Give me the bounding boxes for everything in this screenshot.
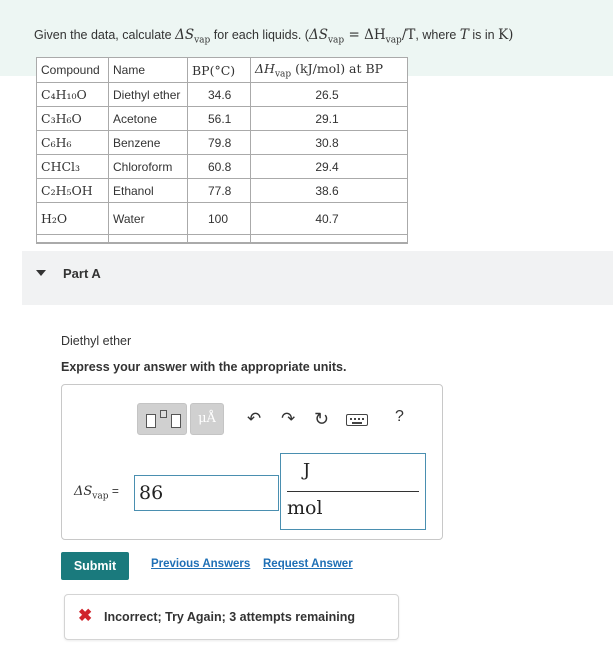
compound-formula: CHCl₃ [37,155,109,179]
question-delta-s: $\Delta S_{vap}$ [175,27,211,46]
compound-name: Ethanol [109,179,188,203]
question-suffix: , where [415,28,457,42]
question-prefix: Given the data, calculate [34,28,172,42]
enthalpy-vap: 29.4 [251,155,408,179]
compound-formula: H₂O [37,203,109,235]
table-footer-spacer [37,235,408,243]
compound-name: Benzene [109,131,188,155]
boiling-point: 56.1 [188,107,251,131]
previous-answers-link[interactable]: Previous Answers [151,558,251,570]
boiling-point: 34.6 [188,83,251,107]
table-row [37,107,408,131]
header-bp: BP(°C) [188,58,251,83]
header-compound: Compound [37,58,109,83]
compound-formula: C₆H₆ [37,131,109,155]
boiling-point: 60.8 [188,155,251,179]
question-k-unit: K) [498,27,514,43]
compound-name: Chloroform [109,155,188,179]
item-name: Diethyl ether [61,334,132,348]
header-name: Name [109,58,188,83]
template-square-icon [160,410,167,418]
table-row [37,131,408,155]
table-row [37,83,408,107]
enthalpy-vap: 26.5 [251,83,408,107]
question-formula: $\Delta S_{vap} = \Delta H_{vap}/T$ [308,27,416,46]
compound-formula: C₃H₆O [37,107,109,131]
help-icon[interactable]: ? [395,408,404,425]
question-middle: for each liquids. ( [213,28,309,42]
answer-value-input[interactable] [134,475,279,511]
enthalpy-vap: 29.1 [251,107,408,131]
units-button[interactable]: μÅ [190,403,224,435]
header-dh: $\Delta H_{vap}$ (kJ/mol) at BP [251,58,408,83]
incorrect-x-icon: ✖ [78,606,93,625]
template-square-icon [146,414,156,428]
enthalpy-vap: 38.6 [251,179,408,203]
answer-units-field[interactable] [280,453,426,530]
unit-numerator: J [303,460,311,481]
fraction-bar [287,491,419,492]
keyboard-icon[interactable] [346,414,368,426]
enthalpy-vap: 40.7 [251,203,408,235]
part-a-label[interactable]: Part A [63,266,101,281]
compound-formula: C₄H₁₀O [37,83,109,107]
template-square-icon [171,414,181,428]
submit-button[interactable]: Submit [61,552,129,580]
part-a-header[interactable] [22,251,613,305]
collapse-triangle-icon[interactable] [36,270,46,276]
unit-denominator: mol [287,497,323,519]
enthalpy-vap: 30.8 [251,131,408,155]
compound-formula: C₂H₅OH [37,179,109,203]
question-end: is in [472,28,495,42]
feedback-message: Incorrect; Try Again; 3 attempts remaining [104,610,355,624]
boiling-point: 77.8 [188,179,251,203]
table-row [37,203,408,235]
compound-name: Diethyl ether [109,83,188,107]
table-row [37,155,408,179]
table-header-row [37,58,408,83]
question-text [34,27,513,46]
redo-icon[interactable]: ↷ [281,409,296,428]
boiling-point: 100 [188,203,251,235]
table-row [37,179,408,203]
answer-label: $\Delta S_{vap}$ = [74,484,119,502]
feedback-box [64,594,399,640]
question-t-var: T [459,27,469,43]
compound-name: Acetone [109,107,188,131]
request-answer-link[interactable]: Request Answer [263,558,353,570]
reset-icon[interactable]: ↻ [314,409,330,429]
data-table [36,57,408,244]
compound-name: Water [109,203,188,235]
instruction-text: Express your answer with the appropriate units. [61,360,347,374]
boiling-point: 79.8 [188,131,251,155]
undo-icon[interactable]: ↶ [247,409,262,428]
templates-button[interactable] [137,403,187,435]
